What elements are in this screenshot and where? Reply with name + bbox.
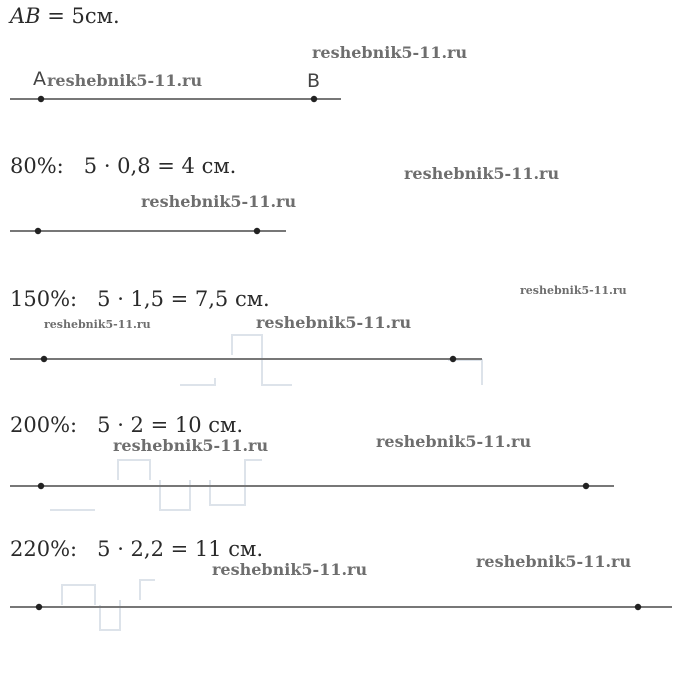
segment-200: [10, 483, 614, 489]
row-220-expression: 5 · 2,2 = 11 см.: [97, 537, 264, 561]
watermark-text: reshebnik5-11.ru: [47, 71, 203, 90]
row-150-expression: 5 · 1,5 = 7,5 см.: [97, 287, 270, 311]
row-80-percent: 80%:: [10, 154, 64, 178]
segment-150-end-point: [450, 356, 456, 362]
row-80-expression: 5 · 0,8 = 4 см.: [83, 154, 237, 178]
segment-80-start-point: [35, 228, 41, 234]
segment-220: [10, 604, 672, 610]
segment-80-end-point: [254, 228, 260, 234]
watermark-text: reshebnik5-11.ru: [520, 284, 627, 297]
watermark-text: reshebnik5-11.ru: [212, 560, 368, 579]
watermark-text: reshebnik5-11.ru: [256, 313, 412, 332]
row-150-percent: 150%:: [10, 287, 78, 311]
segment-200-end-point: [583, 483, 589, 489]
watermark-text: reshebnik5-11.ru: [404, 164, 560, 183]
watermark-text: reshebnik5-11.ru: [44, 318, 151, 331]
segment-80: [10, 228, 286, 234]
segment-220-start-point: [36, 604, 42, 610]
faint-grid-marks: [50, 335, 482, 630]
row-220-percent: 220%:: [10, 537, 78, 561]
watermark-text: reshebnik5-11.ru: [312, 43, 468, 62]
segment-200-start-point: [38, 483, 44, 489]
segment-220-end-point: [635, 604, 641, 610]
point-a: [38, 96, 44, 102]
segment-150: [10, 356, 482, 362]
point-b: [311, 96, 317, 102]
watermark-text: reshebnik5-11.ru: [113, 436, 269, 455]
watermark-text: reshebnik5-11.ru: [141, 192, 297, 211]
row-200-percent: 200%:: [10, 413, 78, 437]
row-200-expression: 5 · 2 = 10 см.: [97, 413, 244, 437]
segment-length: = 5см.: [40, 4, 120, 28]
point-b-label: B: [307, 70, 321, 92]
segment-name: AB: [10, 4, 41, 28]
segment-150-start-point: [41, 356, 47, 362]
watermark-text: reshebnik5-11.ru: [376, 432, 532, 451]
watermark-text: reshebnik5-11.ru: [476, 552, 632, 571]
point-a-label: A: [33, 68, 46, 90]
segment-ab: [10, 96, 341, 102]
